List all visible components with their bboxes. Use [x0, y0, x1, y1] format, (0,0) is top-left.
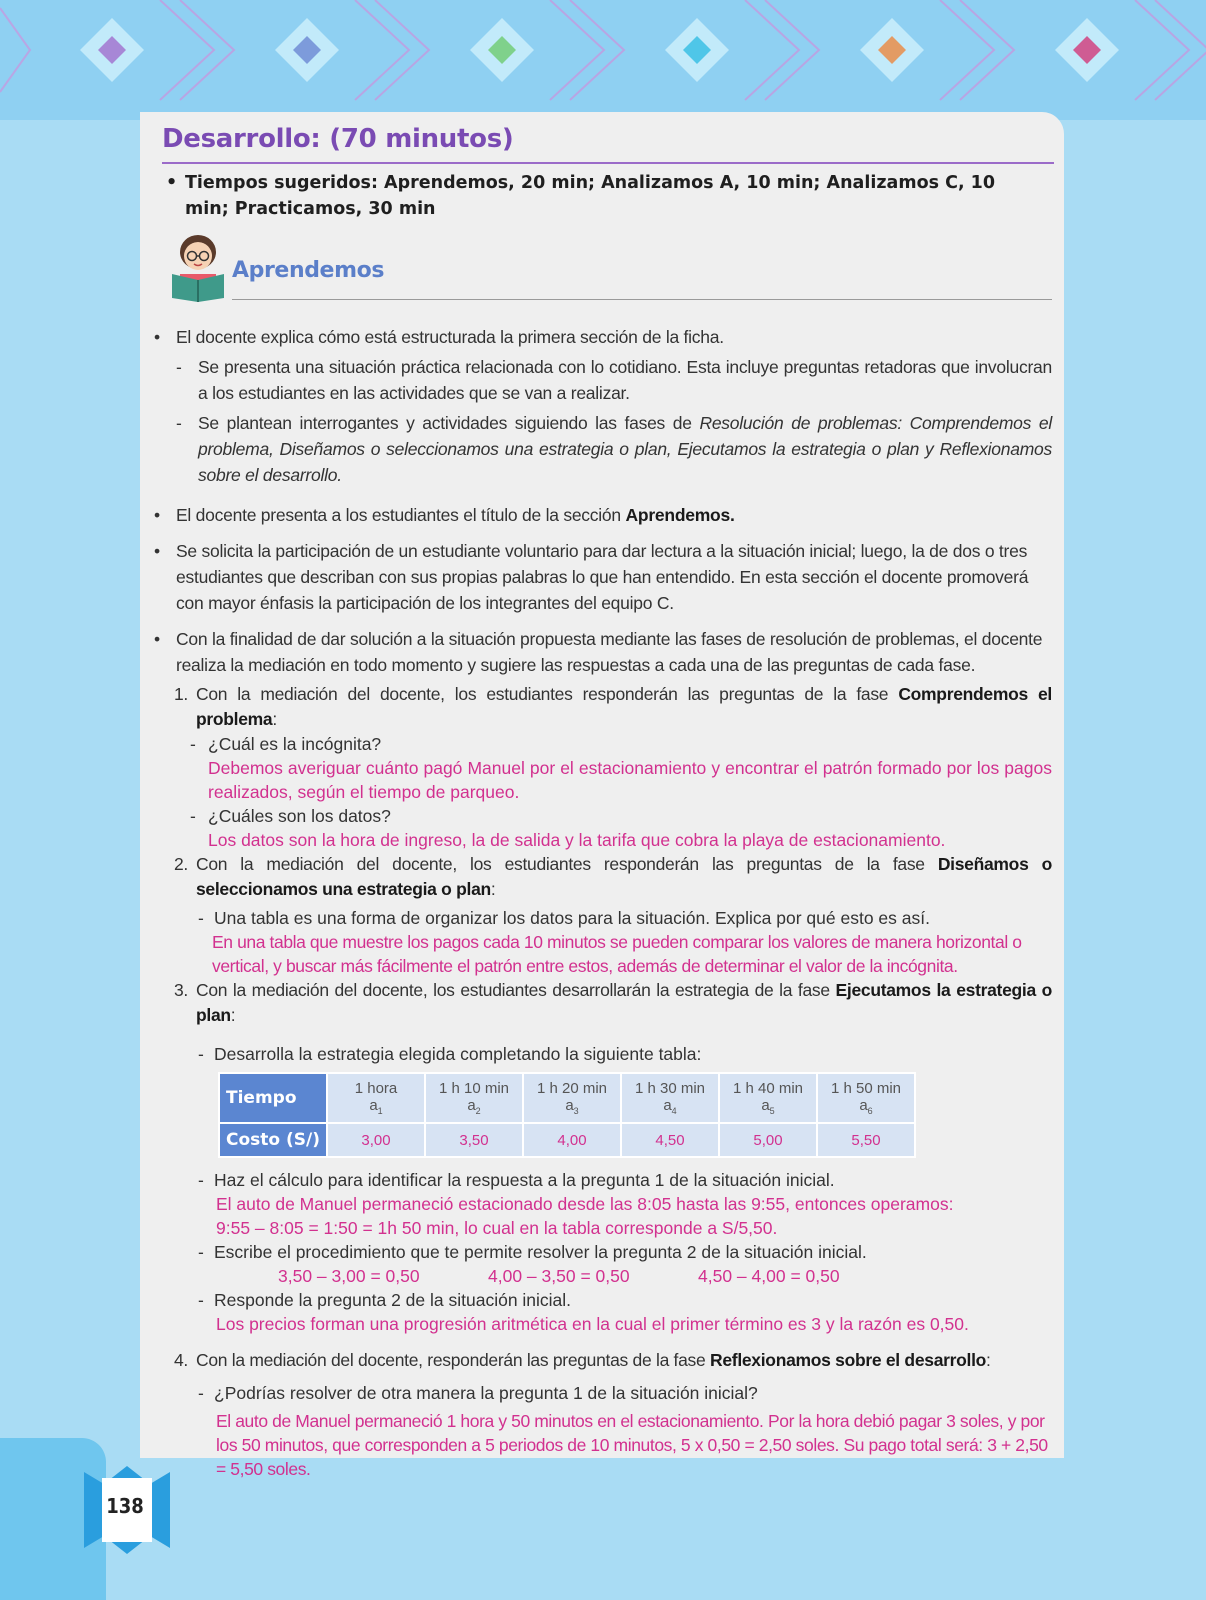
sub-list-item [154, 354, 1052, 406]
question [154, 906, 1052, 930]
step-1 [154, 682, 1052, 732]
step-text: Con la mediación del docente, los estudiantes responderán las preguntas de la fase [196, 854, 938, 874]
list-item [154, 502, 1052, 528]
dash-glyph: - [198, 1242, 204, 1262]
table-header-costo: Costo (S/) [219, 1123, 327, 1157]
answer-text: En una tabla que muestre los pagos cada 10 minutos se pueden comparar los valores de manera horizontal o vertical, y buscar más fácilmente el patrón entre estos, además de determinar el valor de la incógnita. [212, 932, 1022, 976]
table-cell-cost: 4,50 [621, 1123, 719, 1157]
table-cell [621, 1073, 719, 1123]
dash-glyph: - [176, 357, 182, 377]
table-cell-cost: 4,00 [523, 1123, 621, 1157]
dash-glyph: - [198, 908, 204, 928]
step-bold: Diseñamos o seleccionamos una estrategia o plan [196, 854, 1052, 899]
cell-term [818, 1097, 914, 1116]
list-item [154, 626, 1052, 678]
question [154, 732, 1052, 756]
question [154, 1042, 1052, 1066]
operations-row [154, 1264, 1052, 1288]
answer [154, 756, 1052, 804]
term-index: 4 [671, 1106, 677, 1116]
subsection-divider [232, 299, 1052, 300]
step-3 [154, 978, 1052, 1028]
cell-time: 1 h 30 min [634, 1080, 706, 1097]
dash-glyph: - [190, 734, 196, 754]
content-card [140, 112, 1064, 1479]
term-letter: a [761, 1097, 770, 1114]
colon-glyph: : [230, 1005, 236, 1025]
question [154, 1381, 1052, 1405]
term-letter: a [565, 1097, 574, 1114]
table-cell-cost: 3,00 [327, 1123, 425, 1157]
colon-glyph: : [272, 709, 277, 729]
body-content [154, 324, 1052, 1481]
term-index: 5 [769, 1106, 775, 1116]
table-cell-cost: 3,50 [425, 1123, 523, 1157]
answer [154, 828, 1052, 852]
term-index: 2 [475, 1106, 481, 1116]
dash-glyph: - [198, 1383, 204, 1403]
step-bold: Ejecutamos la estrategia o plan [196, 980, 1053, 1025]
question-text: Una tabla es una forma de organizar los datos para la situación. Explica por qué esto es así. [214, 908, 930, 928]
sub-item-text: Se presenta una situación práctica relacionada con lo cotidiano. Esta incluye preguntas retadoras que involucran a los estudiantes en las actividades que se van a realizar. [198, 357, 1052, 403]
bullet-text: El docente presenta a los estudiantes el título de la sección [176, 505, 626, 525]
cell-term [426, 1097, 522, 1116]
suggested-times-text: Tiempos sugeridos: Aprendemos, 20 min; Analizamos A, 10 min; Analizamos C, 10 min; Practicamos, 30 min [185, 173, 996, 219]
sub-item-italic: Resolución de problemas: Comprendemos el problema, Diseñamos o seleccionamos una estrategia o plan, Ejecutamos la estrategia o plan y Reflexionamos sobre el desarrollo. [198, 413, 1052, 485]
decorative-banner [0, 0, 1206, 120]
step-number: 1. [174, 684, 188, 704]
question-text: Responde la pregunta 2 de la situación inicial. [214, 1290, 572, 1310]
term-letter: a [369, 1097, 378, 1114]
answer-text: Los precios forman una progresión aritmética en la cual el primer término es 3 y la razón es 0,50. [216, 1314, 969, 1334]
cell-time: 1 h 40 min [732, 1080, 804, 1097]
answer-text: Debemos averiguar cuánto pagó Manuel por el estacionamiento y encontrar el patrón formado por los pagos realizados, según el tiempo de parqueo. [208, 758, 1052, 802]
question-text: ¿Podrías resolver de otra manera la pregunta 1 de la situación inicial? [214, 1383, 758, 1403]
term-letter: a [467, 1097, 476, 1114]
term-letter: a [663, 1097, 672, 1114]
step-4 [154, 1348, 1052, 1373]
step-number: 2. [174, 854, 188, 874]
table-cell [425, 1073, 523, 1123]
colon-glyph: : [490, 879, 496, 899]
bullet-bold: Aprendemos. [625, 505, 735, 525]
table-row [219, 1073, 915, 1123]
table-cell [327, 1073, 425, 1123]
step-text: Con la mediación del docente, los estudiantes desarrollarán la estrategia de la fase [196, 980, 836, 1000]
bullet-glyph: • [154, 541, 160, 561]
bullet-glyph: • [166, 173, 178, 193]
bullet-text: Con la finalidad de dar solución a la situación propuesta mediante las fases de resolución de problemas, el docente realiza la mediación en todo momento y sugiere las respuestas a cada una de las preguntas de cada fase. [176, 629, 1043, 675]
question-text: ¿Cuáles son los datos? [208, 806, 391, 826]
bullet-text: El docente explica cómo está estructurada la primera sección de la ficha. [176, 327, 724, 347]
step-text: Con la mediación del docente, responderán las preguntas de la fase [196, 1350, 711, 1370]
cell-time: 1 h 20 min [536, 1080, 608, 1097]
colon-glyph: : [986, 1350, 991, 1370]
step-text: Con la mediación del docente, los estudiantes responderán las preguntas de la fase [196, 684, 899, 704]
bullet-glyph: • [154, 505, 160, 525]
table-cell [719, 1073, 817, 1123]
question-text: Haz el cálculo para identificar la respuesta a la pregunta 1 de la situación inicial. [214, 1170, 835, 1190]
question-text: Escribe el procedimiento que te permite resolver la pregunta 2 de la situación inicial. [214, 1242, 867, 1262]
term-index: 6 [867, 1106, 873, 1116]
payment-table [218, 1072, 916, 1158]
table-header-tiempo: Tiempo [219, 1073, 327, 1123]
title-divider [162, 162, 1054, 164]
list-item [154, 324, 1052, 350]
page-number: 138 [106, 1494, 144, 1518]
answer [154, 1409, 1052, 1481]
subsection-title: Aprendemos [232, 258, 385, 283]
question [154, 804, 1052, 828]
step-number: 3. [174, 980, 188, 1000]
section-title: Desarrollo: (70 minutos) [162, 124, 514, 154]
operation: 3,50 – 3,00 = 0,50 [278, 1266, 420, 1286]
bullet-glyph: • [154, 327, 160, 347]
step-2 [154, 852, 1052, 902]
operation: 4,50 – 4,00 = 0,50 [698, 1266, 840, 1286]
dash-glyph: - [198, 1170, 204, 1190]
suggested-times [166, 170, 1026, 222]
question [154, 1168, 1052, 1192]
operation: 4,00 – 3,50 = 0,50 [488, 1266, 630, 1286]
bullet-text: Se solicita la participación de un estudiante voluntario para dar lectura a la situación inicial; luego, la de dos o tres estudiantes que describan con sus propias palabras lo que han entendido. En esta sección el docente promoverá con mayor énfasis la participación de los integrantes del equipo C. [176, 541, 1029, 613]
answer [154, 1312, 1052, 1336]
step-bold: Comprendemos el problema [196, 684, 1052, 729]
answer [154, 1192, 956, 1240]
list-item [154, 538, 1052, 616]
cell-time: 1 h 50 min [830, 1080, 902, 1097]
cell-term [328, 1097, 424, 1116]
dash-glyph: - [176, 413, 182, 433]
answer-text: El auto de Manuel permaneció estacionado desde las 8:05 hasta las 9:55, entonces operamos: 9:55 – 8:05 = 1:50 = 1h 50 min, lo cual en la tabla corresponde a S/5,50. [216, 1194, 954, 1238]
table-row [219, 1123, 915, 1157]
answer [154, 930, 1052, 978]
table-cell [523, 1073, 621, 1123]
dash-glyph: - [198, 1290, 204, 1310]
answer-text: Los datos son la hora de ingreso, la de salida y la tarifa que cobra la playa de estacionamiento. [208, 830, 946, 850]
table-cell-cost: 5,00 [719, 1123, 817, 1157]
question [154, 1240, 1052, 1264]
dash-glyph: - [198, 1044, 204, 1064]
reading-girl-icon [166, 230, 230, 302]
sub-list-item [154, 410, 1052, 488]
dash-glyph: - [190, 806, 196, 826]
step-number: 4. [174, 1350, 188, 1370]
cell-time: 1 hora [354, 1080, 398, 1097]
sub-item-text: Se plantean interrogantes y actividades siguiendo las fases de [198, 413, 700, 433]
question [154, 1288, 1052, 1312]
table-cell-cost: 5,50 [817, 1123, 915, 1157]
cell-term [720, 1097, 816, 1116]
term-index: 1 [377, 1106, 383, 1116]
question-text: ¿Cuál es la incógnita? [208, 734, 382, 754]
cell-time: 1 h 10 min [438, 1080, 510, 1097]
step-bold: Reflexionamos sobre el desarrollo [710, 1350, 987, 1370]
bullet-glyph: • [154, 629, 160, 649]
cell-term [622, 1097, 718, 1116]
cell-term [524, 1097, 620, 1116]
term-index: 3 [573, 1106, 579, 1116]
table-cell [817, 1073, 915, 1123]
question-text: Desarrolla la estrategia elegida completando la siguiente tabla: [214, 1044, 702, 1064]
term-letter: a [859, 1097, 868, 1114]
answer-text: El auto de Manuel permaneció 1 hora y 50 minutos en el estacionamiento. Por la hora debió pagar 3 soles, y por los 50 minutos, que corresponden a 5 periodos de 10 minutos, 5 x 0,50 = 2,50 soles. Su pago total será: 3 + 2,50 = 5,50 soles. [216, 1411, 1048, 1479]
